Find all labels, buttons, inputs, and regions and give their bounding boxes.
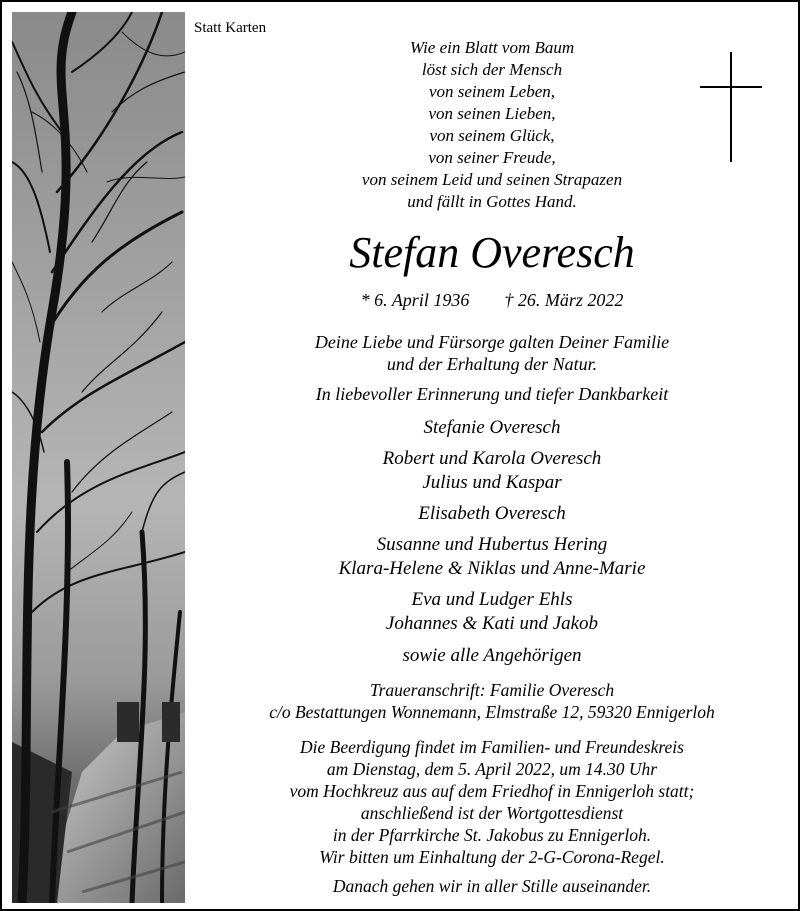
family-member: Johannes & Kati und Jakob — [385, 613, 599, 634]
address-line: Traueranschrift: Familie Overesch — [369, 680, 615, 700]
poem-line: von seinem Leid und seinen Strapazen — [361, 170, 623, 189]
family-member: Eva und Ludger Ehls — [411, 589, 573, 610]
funeral-line: in der Pfarrkirche St. Jakobus zu Ennigerloh. — [332, 825, 652, 845]
funeral-line: Wir bitten um Einhaltung der 2-G-Corona-Regel. — [319, 847, 665, 867]
family-member: Julius und Kaspar — [422, 472, 562, 493]
birth-date: * 6. April 1936 — [360, 290, 470, 310]
family-member: Susanne und Hubertus Hering — [376, 534, 608, 555]
family-member: Stefanie Overesch — [423, 417, 561, 438]
address-line: c/o Bestattungen Wonnemann, Elmstraße 12, 59320 Ennigerloh — [269, 702, 715, 722]
life-dates — [192, 290, 792, 311]
closing-line: Danach gehen wir in aller Stille auseinander. — [332, 876, 652, 896]
family-member: sowie alle Angehörigen — [402, 645, 582, 666]
poem-line: Wie ein Blatt vom Baum — [409, 38, 575, 57]
family-member: Klara-Helene & Niklas und Anne-Marie — [338, 558, 646, 579]
funeral-line: Die Beerdigung findet im Familien- und Freundeskreis — [300, 737, 684, 757]
remembrance-line: In liebevoller Erinnerung und tiefer Dankbarkeit — [315, 384, 669, 404]
poem-line: von seinem Leben, — [428, 82, 556, 101]
deceased-name: Stefan Overesch — [349, 228, 635, 277]
poem-line: löst sich der Mensch — [421, 60, 563, 79]
tribute-line: und der Erhaltung der Natur. — [386, 354, 598, 374]
funeral-line: am Dienstag, dem 5. April 2022, um 14.30 Uhr — [326, 759, 658, 779]
funeral-line: vom Hochkreuz aus auf dem Friedhof in Ennigerloh statt; — [289, 781, 695, 801]
tribute-line: Deine Liebe und Fürsorge galten Deiner Familie — [314, 332, 670, 352]
family-member: Robert und Karola Overesch — [382, 448, 602, 469]
poem-line: und fällt in Gottes Hand. — [407, 192, 577, 211]
poem-line: von seiner Freude, — [428, 148, 556, 167]
winter-trees-photo — [12, 12, 185, 903]
death-date: † 26. März 2022 — [504, 290, 624, 310]
poem-line: von seinem Glück, — [429, 126, 555, 145]
funeral-line: anschließend ist der Wortgottesdienst — [360, 803, 624, 823]
family-member: Elisabeth Overesch — [418, 503, 566, 524]
poem-line: von seinen Lieben, — [428, 104, 556, 123]
header-note: Statt Karten — [194, 20, 267, 36]
